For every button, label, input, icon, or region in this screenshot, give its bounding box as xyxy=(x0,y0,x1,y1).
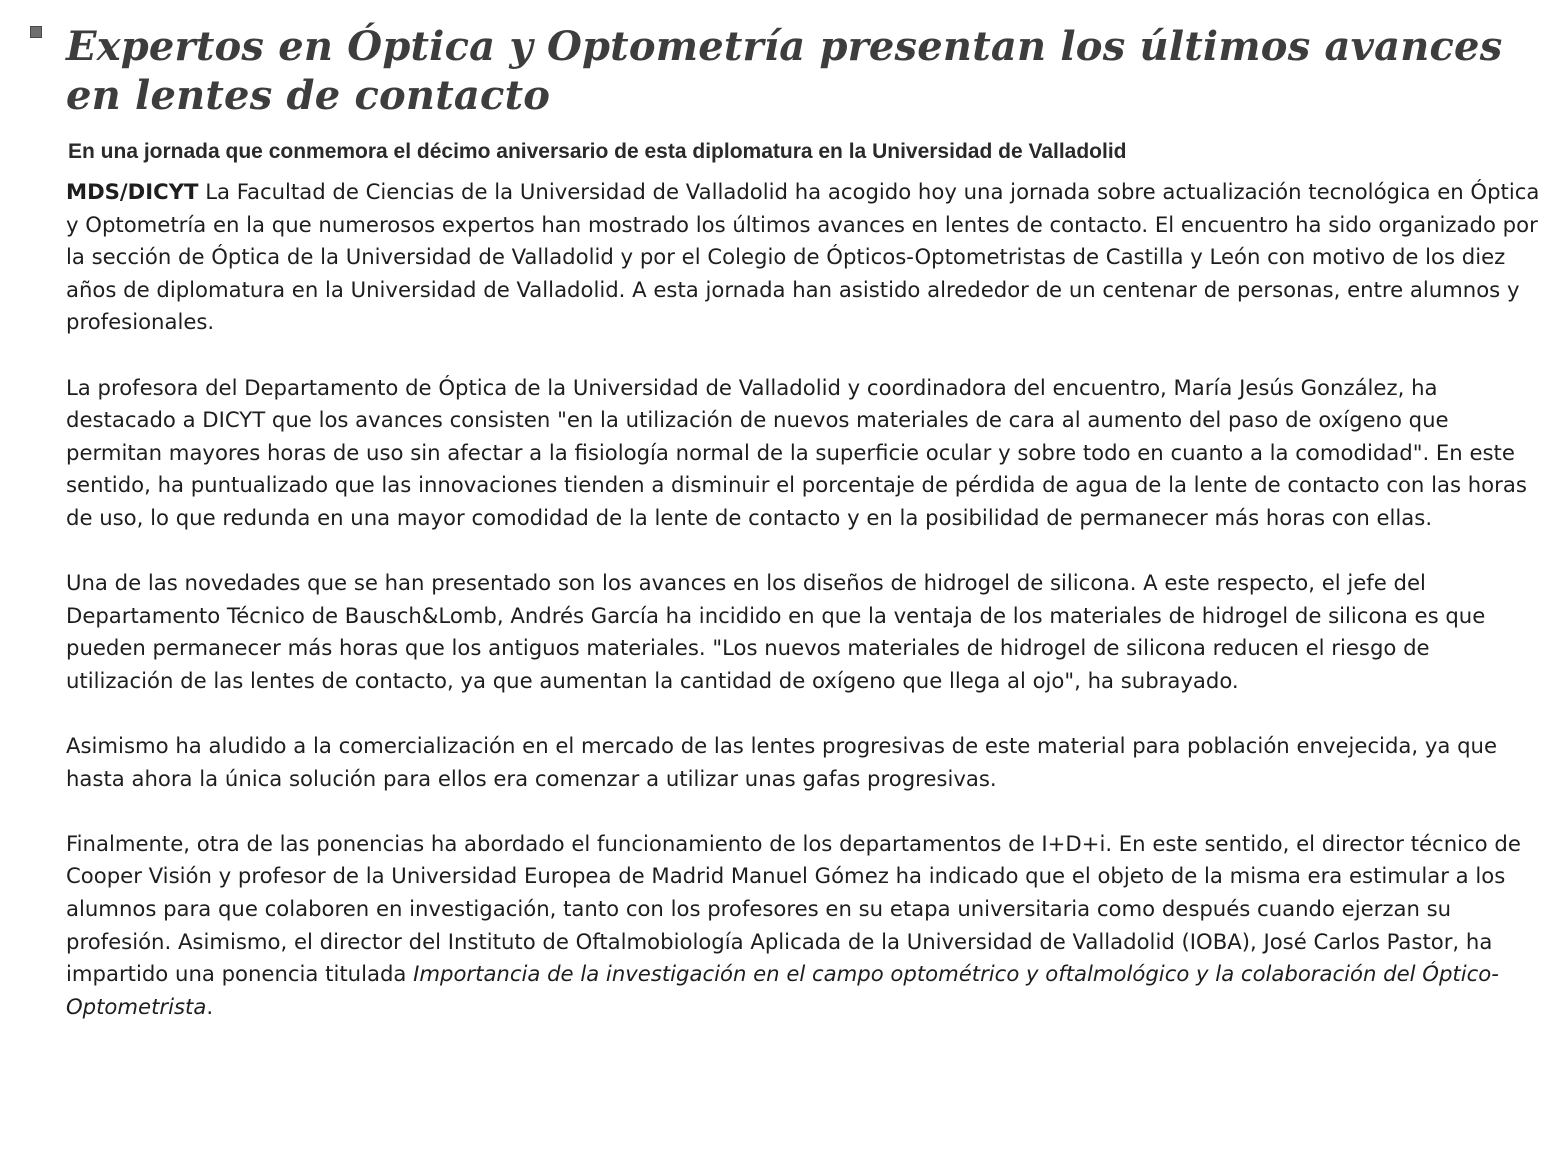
paragraph-2: La profesora del Departamento de Óptica de la Universidad de Valladolid y coordinadora del encuentro, María Jesús González, ha destacado a DICYT que los avances consisten "en la utilización de nuevos materiales de cara al aumento del paso de oxígeno que permitan mayores horas de uso sin afectar a la fisiología normal de la superficie ocular y sobre todo en cuanto a la comodidad". En este sentido, ha puntualizado que las innovaciones tienden a disminuir el porcentaje de pérdida de agua de la lente de contacto con las horas de uso, lo que redunda en una mayor comodidad de la lente de contacto y en la posibilidad de permanecer más horas con ellas. xyxy=(66,374,1527,530)
article-subtitle: En una jornada que conmemora el décimo aniversario de esta diplomatura en la Universidad de Valladolid xyxy=(68,140,1127,163)
paragraph-3: Una de las novedades que se han presentado son los avances en los diseños de hidrogel de silicona. A este respecto, el jefe del Departamento Técnico de Bausch&Lomb, Andrés García ha incidido en que la ventaja de los materiales de hidrogel de silicona es que pueden permanecer más horas que los antiguos materiales. "Los nuevos materiales de hidrogel de silicona reducen el riesgo de utilización de las lentes de contacto, ya que aumentan la cantidad de oxígeno que llega al ojo", ha subrayado. xyxy=(66,570,1486,693)
paragraph-5-text: Finalmente, otra de las ponencias ha abordado el funcionamiento de los departamentos de I+D+i. En este sentido, el director técnico de Cooper Visión y profesor de la Universidad Europea de Madrid Manuel Gómez ha indicado que el objeto de la misma era estimular a los alumnos para que colaboren en investigación, tanto con los profesores en su etapa universitaria como después cuando ejerzan su profesión. Asimismo, el director del Instituto de Oftalmobiología Aplicada de la Universidad de Valladolid (IOBA), José Carlos Pastor, ha impartido una ponencia titulada xyxy=(66,830,1521,987)
paragraph-5 xyxy=(66,828,1541,1024)
article-body xyxy=(66,176,1541,1056)
square-bullet-icon xyxy=(30,26,42,38)
paragraph-1-text: La Facultad de Ciencias de la Universidad de Valladolid ha acogido hoy una jornada sobre actualización tecnológica en Óptica y Optometría en la que numerosos expertos han mostrado los últimos avances en lentes de contacto. El encuentro ha sido organizado por la sección de Óptica de la Universidad de Valladolid y por el Colegio de Ópticos-Optometristas de Castilla y León con motivo de los diez años de diplomatura en la Universidad de Valladolid. A esta jornada han asistido alrededor de un centenar de personas, entre alumnos y profesionales. xyxy=(66,179,1540,335)
paragraph-4: Asimismo ha aludido a la comercialización en el mercado de las lentes progresivas de este material para población envejecida, ya que hasta ahora la única solución para ellos era comenzar a utilizar unas gafas progresivas. xyxy=(66,733,1498,791)
talk-title: Importancia de la investigación en el campo optométrico y oftalmológico y la colaboración del Óptico-Optometrista xyxy=(66,961,1499,1019)
paragraph-1 xyxy=(66,176,1541,339)
byline: MDS/DICYT xyxy=(66,179,199,204)
paragraph-5-end: . xyxy=(206,993,214,1019)
article-title: Expertos en Óptica y Optometría presentan los últimos avances en lentes de contacto xyxy=(66,23,1503,119)
